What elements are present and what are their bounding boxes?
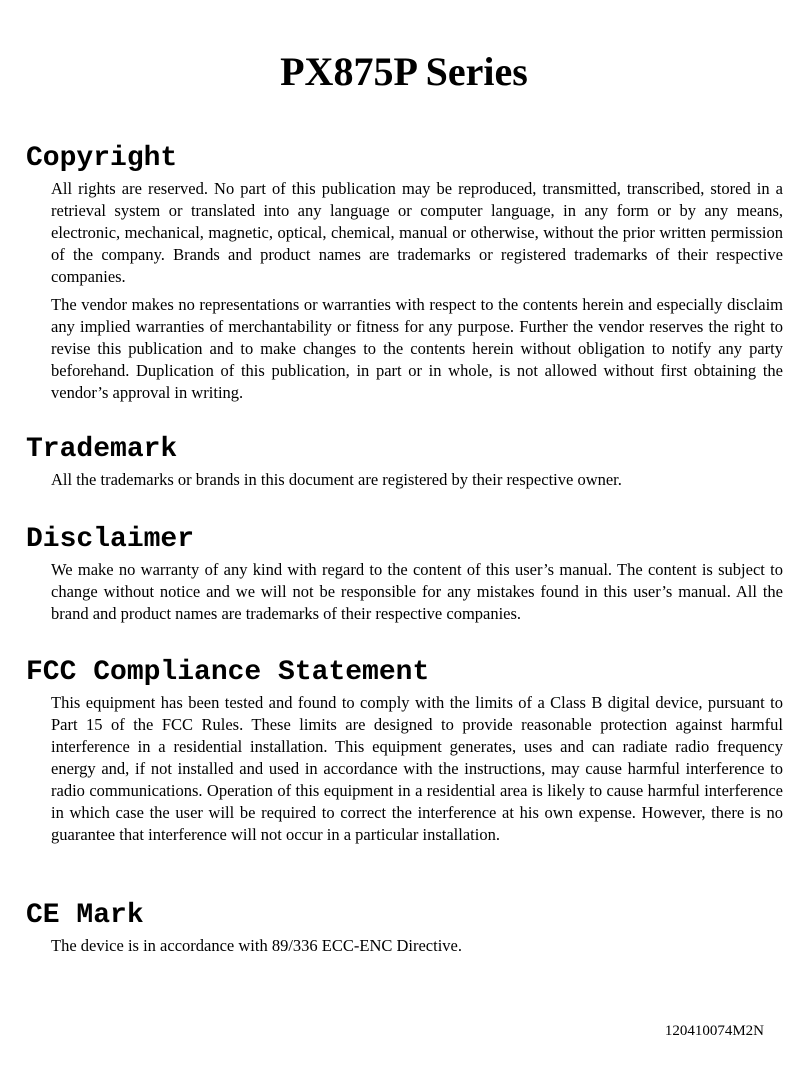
- section-copyright: [26, 144, 784, 410]
- section-heading-fcc: FCC Compliance Statement: [26, 657, 430, 688]
- trademark-paragraph: All the trademarks or brands in this document are registered by their respective owner.: [51, 470, 622, 489]
- section-trademark: [26, 435, 784, 497]
- section-disclaimer: [26, 525, 784, 631]
- ce-paragraph: The device is in accordance with 89/336 ECC-ENC Directive.: [51, 936, 462, 955]
- section-fcc-compliance: [26, 658, 784, 852]
- section-heading-trademark: Trademark: [26, 434, 178, 465]
- copyright-paragraph-2: The vendor makes no representations or warranties with respect to the contents herein and especially disclaim any implied warranties of merchantability or fitness for any purpose. Further the vendor reserves the right to revise this publication and to make changes to the contents herein without obligation to notify any party beforehand. Duplication of this publication, in part or in whole, is not allowed without first obtaining the vendor’s approval in writing.: [51, 295, 783, 402]
- disclaimer-paragraph: We make no warranty of any kind with regard to the content of this user’s manual. The content is subject to change without notice and we will not be responsible for any mistakes found in this user’s manual. All the brand and product names are trademarks of their respective companies.: [51, 560, 783, 623]
- document-title: PX875P Series: [280, 49, 528, 94]
- section-ce-mark: [26, 901, 784, 963]
- section-heading-ce: CE Mark: [26, 900, 144, 931]
- copyright-paragraph-1: All rights are reserved. No part of this publication may be reproduced, transmitted, transcribed, stored in a retrieval system or translated into any language or computer language, in any form or by any means, electronic, mechanical, magnetic, optical, chemical, manual or otherwise, without the prior written permission of the company. Brands and product names are trademarks or registered trademarks of their respective companies.: [51, 179, 783, 286]
- section-heading-copyright: Copyright: [26, 143, 178, 174]
- document-number: 120410074M2N: [664, 1023, 764, 1039]
- section-heading-disclaimer: Disclaimer: [26, 524, 195, 555]
- fcc-paragraph: This equipment has been tested and found to comply with the limits of a Class B digital device, pursuant to Part 15 of the FCC Rules. These limits are designed to provide reasonable protection against harmful interference in a residential installation. This equipment generates, uses and can radiate radio frequency energy and, if not installed and used in accordance with the instructions, may cause harmful interference to radio communications. Operation of this equipment in a residential area is likely to cause harmful interference in which case the user will be required to correct the interference at his own expense. However, there is no guarantee that interference will not occur in a particular installation.: [51, 693, 783, 844]
